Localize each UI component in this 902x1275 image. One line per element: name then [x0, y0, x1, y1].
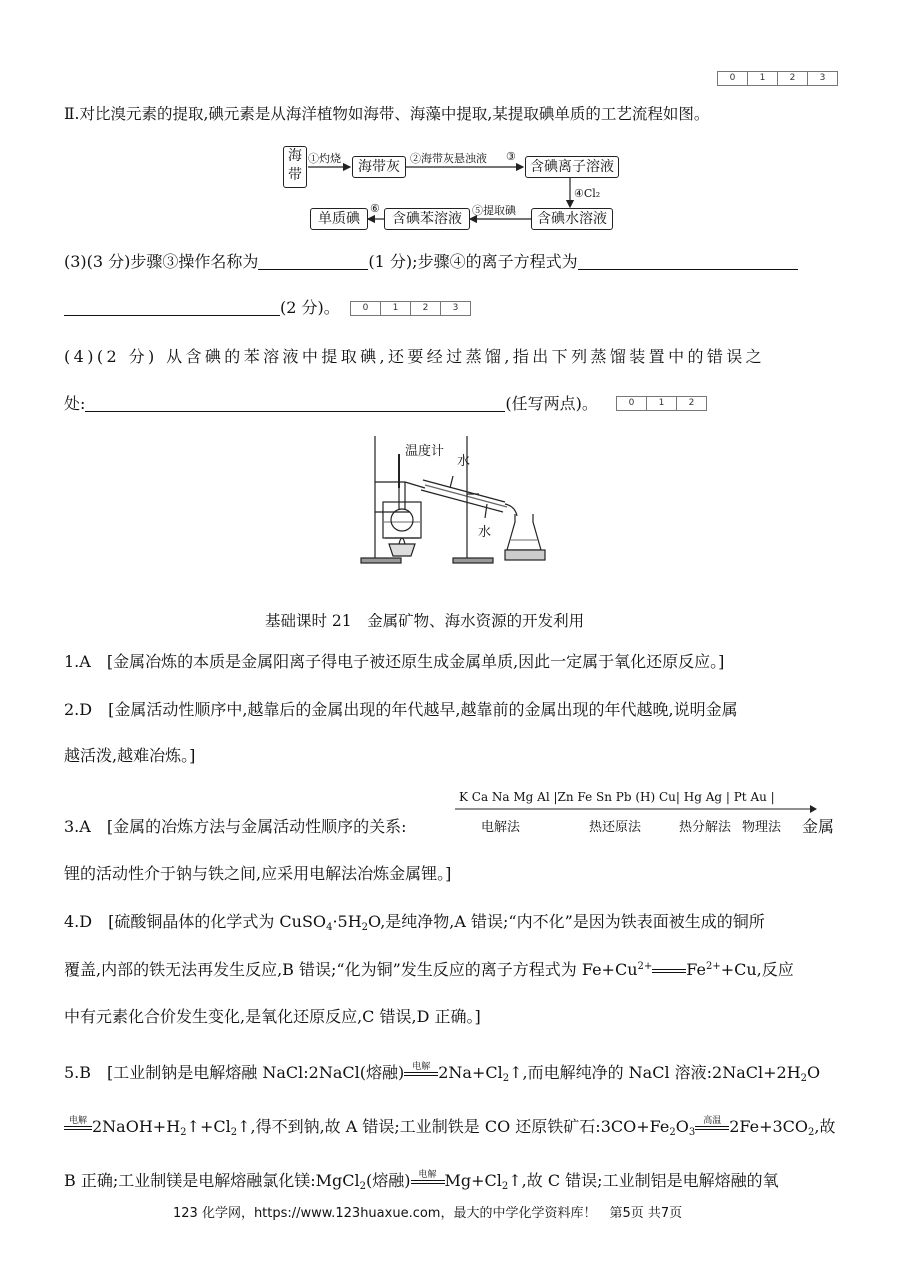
- thermometer-label: 温度计: [405, 444, 445, 459]
- score-cell[interactable]: 3: [452, 303, 459, 313]
- flow-step-5: ⑤提取碘: [472, 204, 516, 217]
- section-title: 基础课时 21 金属矿物、海水资源的开发利用: [265, 612, 585, 630]
- score-cell[interactable]: 1: [647, 397, 677, 410]
- answer-2-line-1: 2.D [金属活动性顺序中,越靠后的金属出现的年代越早,越靠前的金属出现的年代越晚,说明金属: [64, 700, 738, 719]
- question-4-line-1: (4)(2 分) 从含碘的苯溶液中提取碘,还要经过蒸馏,指出下列蒸馏装置中的错误之: [64, 347, 766, 366]
- equals-sign-electrolysis: 电解: [411, 1173, 445, 1187]
- question-3-line-2: (2 分)。: [64, 298, 340, 318]
- apparatus-drawing: [355, 432, 550, 567]
- score-cell[interactable]: 2: [411, 302, 441, 315]
- equals-sign-electrolysis: 电解: [404, 1065, 438, 1079]
- score-cell[interactable]: 1: [381, 302, 411, 315]
- score-cell[interactable]: 3: [819, 73, 826, 83]
- flow-step-2: ②海带灰悬浊液: [410, 152, 487, 165]
- answer-3-line-1-end: 金属: [802, 817, 835, 836]
- answer-blank-errors[interactable]: [85, 395, 505, 412]
- answer-blank-ionic-equation[interactable]: [578, 253, 798, 270]
- score-cell[interactable]: 0: [351, 302, 381, 315]
- answer-4-line-2: 覆盖,内部的铁无法再发生反应,B 错误;“化为铜”发生反应的离子方程式为 $Fe+Cu^{2+}$ $Fe^{2+}+Cu$,反应: [64, 960, 794, 979]
- equals-sign-electrolysis: 电解: [64, 1119, 92, 1133]
- flow-box-benzene: 含碘苯溶液: [384, 208, 470, 230]
- answer-1: 1.A [金属冶炼的本质是金属阳离子得电子被还原生成金属单质,因此一定属于氧化还原反应。]: [64, 652, 725, 671]
- intro-text: Ⅱ.对比溴元素的提取,碘元素是从海洋植物如海带、海藻中提取,某提取碘单质的工艺流程如图。: [64, 105, 710, 123]
- water-inlet-label: 水: [478, 525, 492, 540]
- flow-box-ash: 海带灰: [352, 156, 406, 178]
- page-footer: 123 化学网，https://www.123huaxue.com，最大的中学化学资料库！ 第5页 共7页: [173, 1206, 683, 1221]
- answer-3-line-1: 3.A [金属的冶炼方法与金属活动性顺序的关系:: [64, 817, 407, 836]
- flow-step-3: ③: [506, 150, 516, 163]
- equals-sign-high-temp: 高温: [695, 1119, 729, 1133]
- score-cell[interactable]: 2: [688, 398, 695, 408]
- method-thermal-reduction: 热还原法: [589, 820, 642, 835]
- equals-sign: [652, 962, 686, 976]
- flow-box-iodide: 含碘离子溶液: [525, 156, 619, 178]
- score-cell[interactable]: 0: [718, 72, 748, 85]
- flow-box-seaweed: 海 带: [283, 146, 307, 188]
- answer-blank-ionic-equation-cont[interactable]: [64, 299, 280, 316]
- flow-step-1: ①灼烧: [308, 152, 341, 165]
- answer-blank-step3[interactable]: [258, 253, 368, 270]
- score-cell[interactable]: 1: [748, 72, 778, 85]
- answer-2-line-2: 越活泼,越难冶炼。]: [64, 746, 196, 765]
- water-outlet-label: 水: [457, 454, 471, 469]
- answer-4-line-3: 中有元素化合价发生变化,是氧化还原反应,C 错误,D 正确。]: [64, 1007, 481, 1026]
- method-thermal-decomposition: 热分解法: [679, 820, 732, 835]
- flow-step-4: ④Cl₂: [574, 187, 601, 200]
- answer-5-line-2: 电解 $2NaOH+H_2↑+Cl_2↑$,得不到钠,故 A 错误;工业制铁是 CO 还原铁矿石$:3CO+Fe_2O_3$ 高温 $2Fe+3CO_2$,故: [64, 1117, 836, 1137]
- answer-3-line-2: 锂的活动性介于钠与铁之间,应采用电解法冶炼金属锂。]: [64, 864, 452, 883]
- score-cell[interactable]: 2: [778, 72, 808, 85]
- question-3-line-1: (3)(3 分)步骤③操作名称为 (1 分);步骤④的离子方程式为: [64, 252, 798, 272]
- score-box-q4[interactable]: [616, 396, 707, 411]
- activity-series-metals: K Ca Na Mg Al |Zn Fe Sn Pb (H) Cu| Hg Ag | Pt Au |: [459, 790, 775, 804]
- answer-5-line-3: B 正确;工业制镁是电解熔融氯化镁:MgCl$_2$(熔融) 电解 $Mg+Cl_2↑$,故 C 错误;工业制铝是电解熔融的氧: [64, 1170, 779, 1192]
- score-box-top[interactable]: [717, 71, 838, 86]
- flow-box-iodine: 单质碘: [310, 208, 368, 230]
- activity-arrow: [455, 804, 817, 814]
- answer-4-line-1: 4.D [硫酸铜晶体的化学式为 $CuSO_4\cdot 5H_2O$,是纯净物,A 错误;“内不化”是因为铁表面被生成的铜所: [64, 912, 765, 933]
- answer-5-line-1: 5.B [工业制钠是电解熔融 NaCl:2NaCl(熔融) 电解 $2Na+Cl_2↑$,而电解纯净的 NaCl 溶液$:2NaCl+2H_2O$: [64, 1062, 821, 1084]
- flow-box-aqueous: 含碘水溶液: [531, 208, 613, 230]
- score-cell[interactable]: 0: [617, 397, 647, 410]
- question-4-line-2: 处: (任写两点)。: [64, 394, 598, 413]
- method-physical: 物理法: [742, 820, 782, 835]
- score-box-q3[interactable]: [350, 301, 471, 316]
- flow-step-6: ⑥: [370, 202, 380, 215]
- method-electrolysis: 电解法: [481, 820, 521, 835]
